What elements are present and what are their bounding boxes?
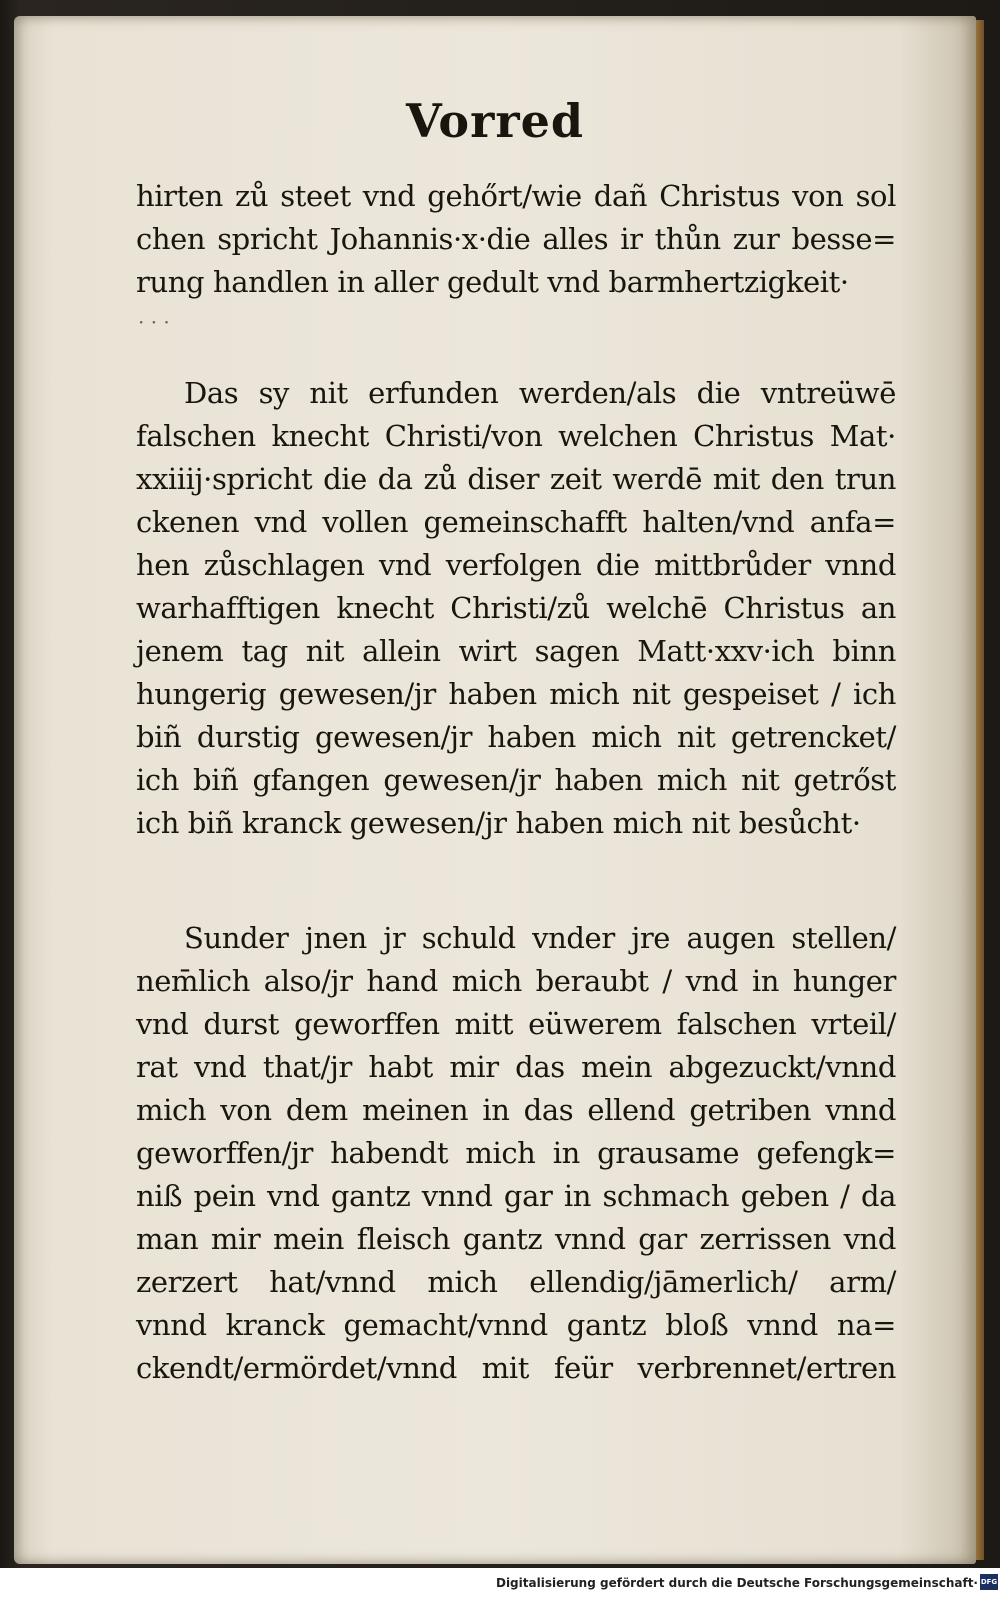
text-line: warhafftigen knecht Christi/zů welchē Christus an <box>136 591 896 625</box>
text-line: man mir mein fleisch gantz vnnd gar zerrissen vnd <box>136 1222 896 1256</box>
text-line: mich von dem meinen in das ellend getriben vnnd <box>136 1093 896 1127</box>
text-line: Das sy nit erfunden werden/als die vntreüwē <box>184 376 896 410</box>
marginal-dots: · · · <box>138 310 170 334</box>
text-line: vnd durst geworffen mitt eüwerem falschen vrteil/ <box>136 1007 896 1041</box>
text-line: zerzert hat/vnnd mich ellendig/jāmerlich/ arm/ <box>136 1265 896 1299</box>
text-line: vnnd kranck gemacht/vnnd gantz bloß vnnd na= <box>136 1308 896 1342</box>
page-heading: Vorred <box>405 94 585 148</box>
text-line: chen spricht Johannis·x·die alles ir thůn zur besse= <box>136 222 896 256</box>
text-line: ckendt/ermördet/vnnd mit feür verbrennet/ertren <box>136 1351 896 1385</box>
text-line: hen zůschlagen vnd verfolgen die mittbrůder vnnd <box>136 548 896 582</box>
funding-credit: Digitalisierung gefördert durch die Deutsche Forschungsgemeinschaft· <box>495 1576 978 1590</box>
text-line: Sunder jnen jr schuld vnder jre augen stellen/ <box>184 921 896 955</box>
text-line: rat vnd that/jr habt mir das mein abgezuckt/vnnd <box>136 1050 896 1084</box>
book-page <box>14 16 976 1564</box>
text-line: ich biñ kranck gewesen/jr haben mich nit besůcht· <box>136 806 861 840</box>
text-line: falschen knecht Christi/von welchen Christus Mat· <box>136 419 896 453</box>
text-line: biñ durstig gewesen/jr haben mich nit getrencket/ <box>136 720 896 754</box>
text-line: hungerig gewesen/jr haben mich nit gespeiset / ich <box>136 677 896 711</box>
text-line: hirten zů steet vnd gehőrt/wie dañ Christus von sol <box>136 179 896 213</box>
text-line: jenem tag nit allein wirt sagen Matt·xxv·ich binn <box>136 634 896 668</box>
dfg-logo-icon: DFG <box>980 1574 998 1590</box>
text-line: geworffen/jr habendt mich in grausame gefengk= <box>136 1136 896 1170</box>
text-line: xxiiij·spricht die da zů diser zeit werdē mit den trun <box>136 462 896 496</box>
text-line: nem̄lich also/jr hand mich beraubt / vnd in hunger <box>136 964 896 998</box>
text-line: ckenen vnd vollen gemeinschafft halten/vnd anfa= <box>136 505 896 539</box>
text-line: niß pein vnd gantz vnnd gar in schmach geben / da <box>136 1179 896 1213</box>
text-line: rung handlen in aller gedult vnd barmhertzigkeit· <box>136 265 849 299</box>
text-line: ich biñ gfangen gewesen/jr haben mich nit getrőst <box>136 763 896 797</box>
